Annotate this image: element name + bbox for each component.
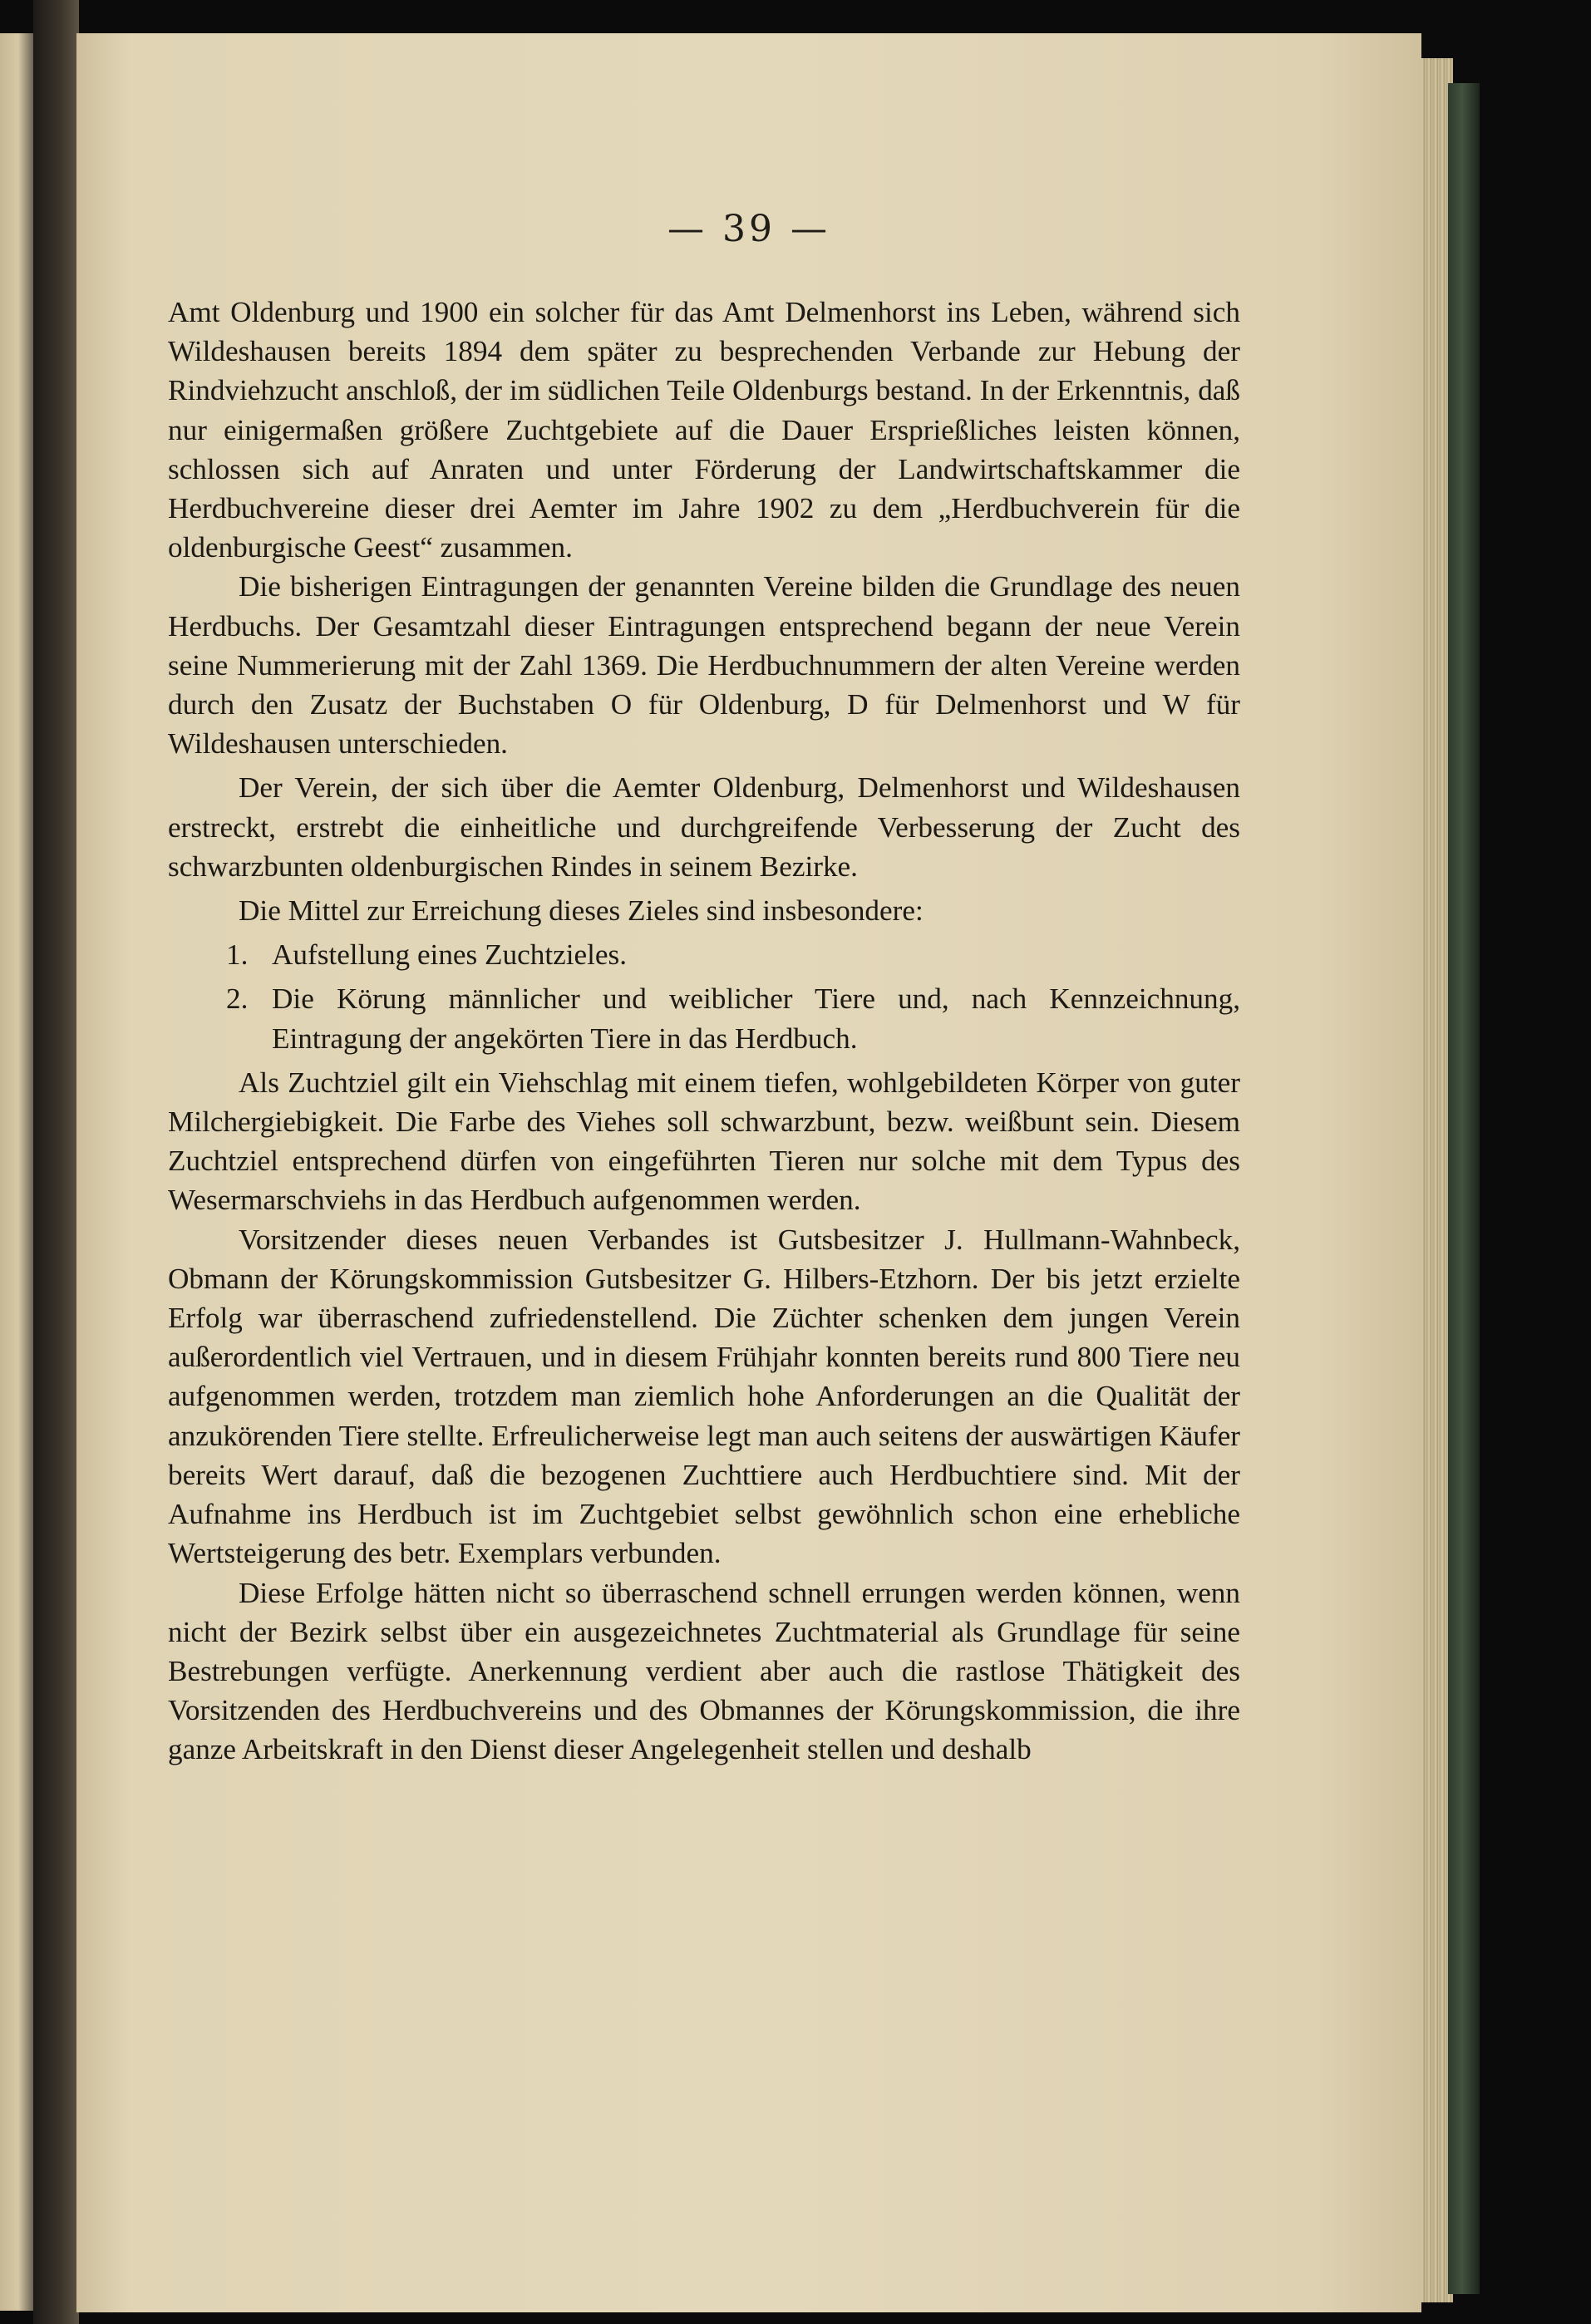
paragraph: Die bisherigen Eintragungen der genannten Vereine bilden die Grundlage des neuen Herdbuchs. Der Gesamtzahl dieser Eintragungen entsprechend begann der neue Verein seine Nummerierung mit der Zahl 1369. Die Herdbuchnummern der alten Vereine werden durch den Zusatz der Buchstaben O für Oldenburg, D für Delmenhorst und W für Wildeshausen unterschieden. (168, 570, 1240, 761)
paragraph: Vorsitzender dieses neuen Verbandes ist Gutsbesitzer J. Hullmann-Wahnbeck, Obmann der Körungskommission Gutsbesitzer G. Hilbers-Etzhorn. Der bis jetzt erzielte Erfolg war überraschend zufriedenstellend. Die Züchter schenken dem jungen Verein außerordentlich viel Vertrauen, und in diesem Frühjahr konnten bereits rund 800 Tiere neu aufgenommen werden, trotzdem man ziemlich hohe Anforderungen an die Qualität der anzukörenden Tiere stellte. Erfreulicherweise legt man auch seitens der auswärtigen Käufer bereits Wert darauf, daß die bezogenen Zuchttiere auch Herdbuchtiere sind. Mit der Aufnahme ins Herdbuch ist im Zuchtgebiet selbst gewöhnlich schon eine erhebliche Wertsteigerung des betr. Exemplars verbunden. (168, 1223, 1240, 1570)
book-gutter (33, 0, 79, 2324)
list-item-text: Die Körung männlicher und weiblicher Tiere und, nach Kennzeichnung, Eintragung der angekörten Tiere in das Herdbuch. (272, 982, 1240, 1055)
book-page (76, 33, 1421, 2312)
list-item (168, 935, 1240, 974)
paragraph: Amt Oldenburg und 1900 ein solcher für das Amt Delmenhorst ins Leben, während sich Wildeshausen bereits 1894 dem später zu besprechenden Verbande zur Hebung der Rindviehzucht anschloß, der im südlichen Teile Oldenburgs bestand. In der Erkenntnis, daß nur einigermaßen größere Zuchtgebiete auf die Dauer Ersprießliches leisten können, schlossen sich auf Anraten und unter Förderung der Landwirtschaftskammer die Herdbuchvereine dieser drei Aemter im Jahre 1902 zu dem „Herdbuchverein für die oldenburgische Geest“ zusammen. (168, 296, 1240, 564)
book-cover-edge (1448, 83, 1480, 2294)
list-item-text: Aufstellung eines Zuchtzieles. (272, 938, 628, 972)
list-item-number: 2. (226, 982, 249, 1016)
page-number: — 39 — (667, 208, 830, 250)
page-body (168, 293, 1240, 1770)
paragraph: Diese Erfolge hätten nicht so überraschend schnell errungen werden können, wenn nicht der Bezirk selbst über ein ausgezeichnetes Zuchtmaterial als Grundlage für seine Bestrebungen verfügte. Anerkennung verdient aber auch die rastlose Thätigkeit des Vorsitzenden des Herdbuchvereins und des Obmannes der Körungskommission, die ihre ganze Arbeitskraft in den Dienst dieser Angelegenheit stellen und deshalb (168, 1576, 1240, 1766)
paragraph: Als Zuchtziel gilt ein Viehschlag mit einem tiefen, wohlgebildeten Körper von guter Milchergiebigkeit. Die Farbe des Viehes soll schwarzbunt, bezw. weißbunt sein. Diesem Zuchtziel entsprechend dürfen von eingeführten Tieren nur solche mit dem Typus des Wesermarschviehs in das Herdbuch aufgenommen werden. (168, 1066, 1240, 1217)
list-item-number: 1. (226, 938, 249, 972)
paragraph: Die Mittel zur Erreichung dieses Zieles sind insbesondere: (239, 894, 924, 928)
paragraph: Der Verein, der sich über die Aemter Oldenburg, Delmenhorst und Wildeshausen erstreckt, erstrebt die einheitliche und durchgreifende Verbesserung der Zucht des schwarzbunten oldenburgischen Rindes in seinem Bezirke. (168, 771, 1240, 883)
left-page-edge (0, 33, 33, 2311)
list-item (168, 979, 1240, 1057)
